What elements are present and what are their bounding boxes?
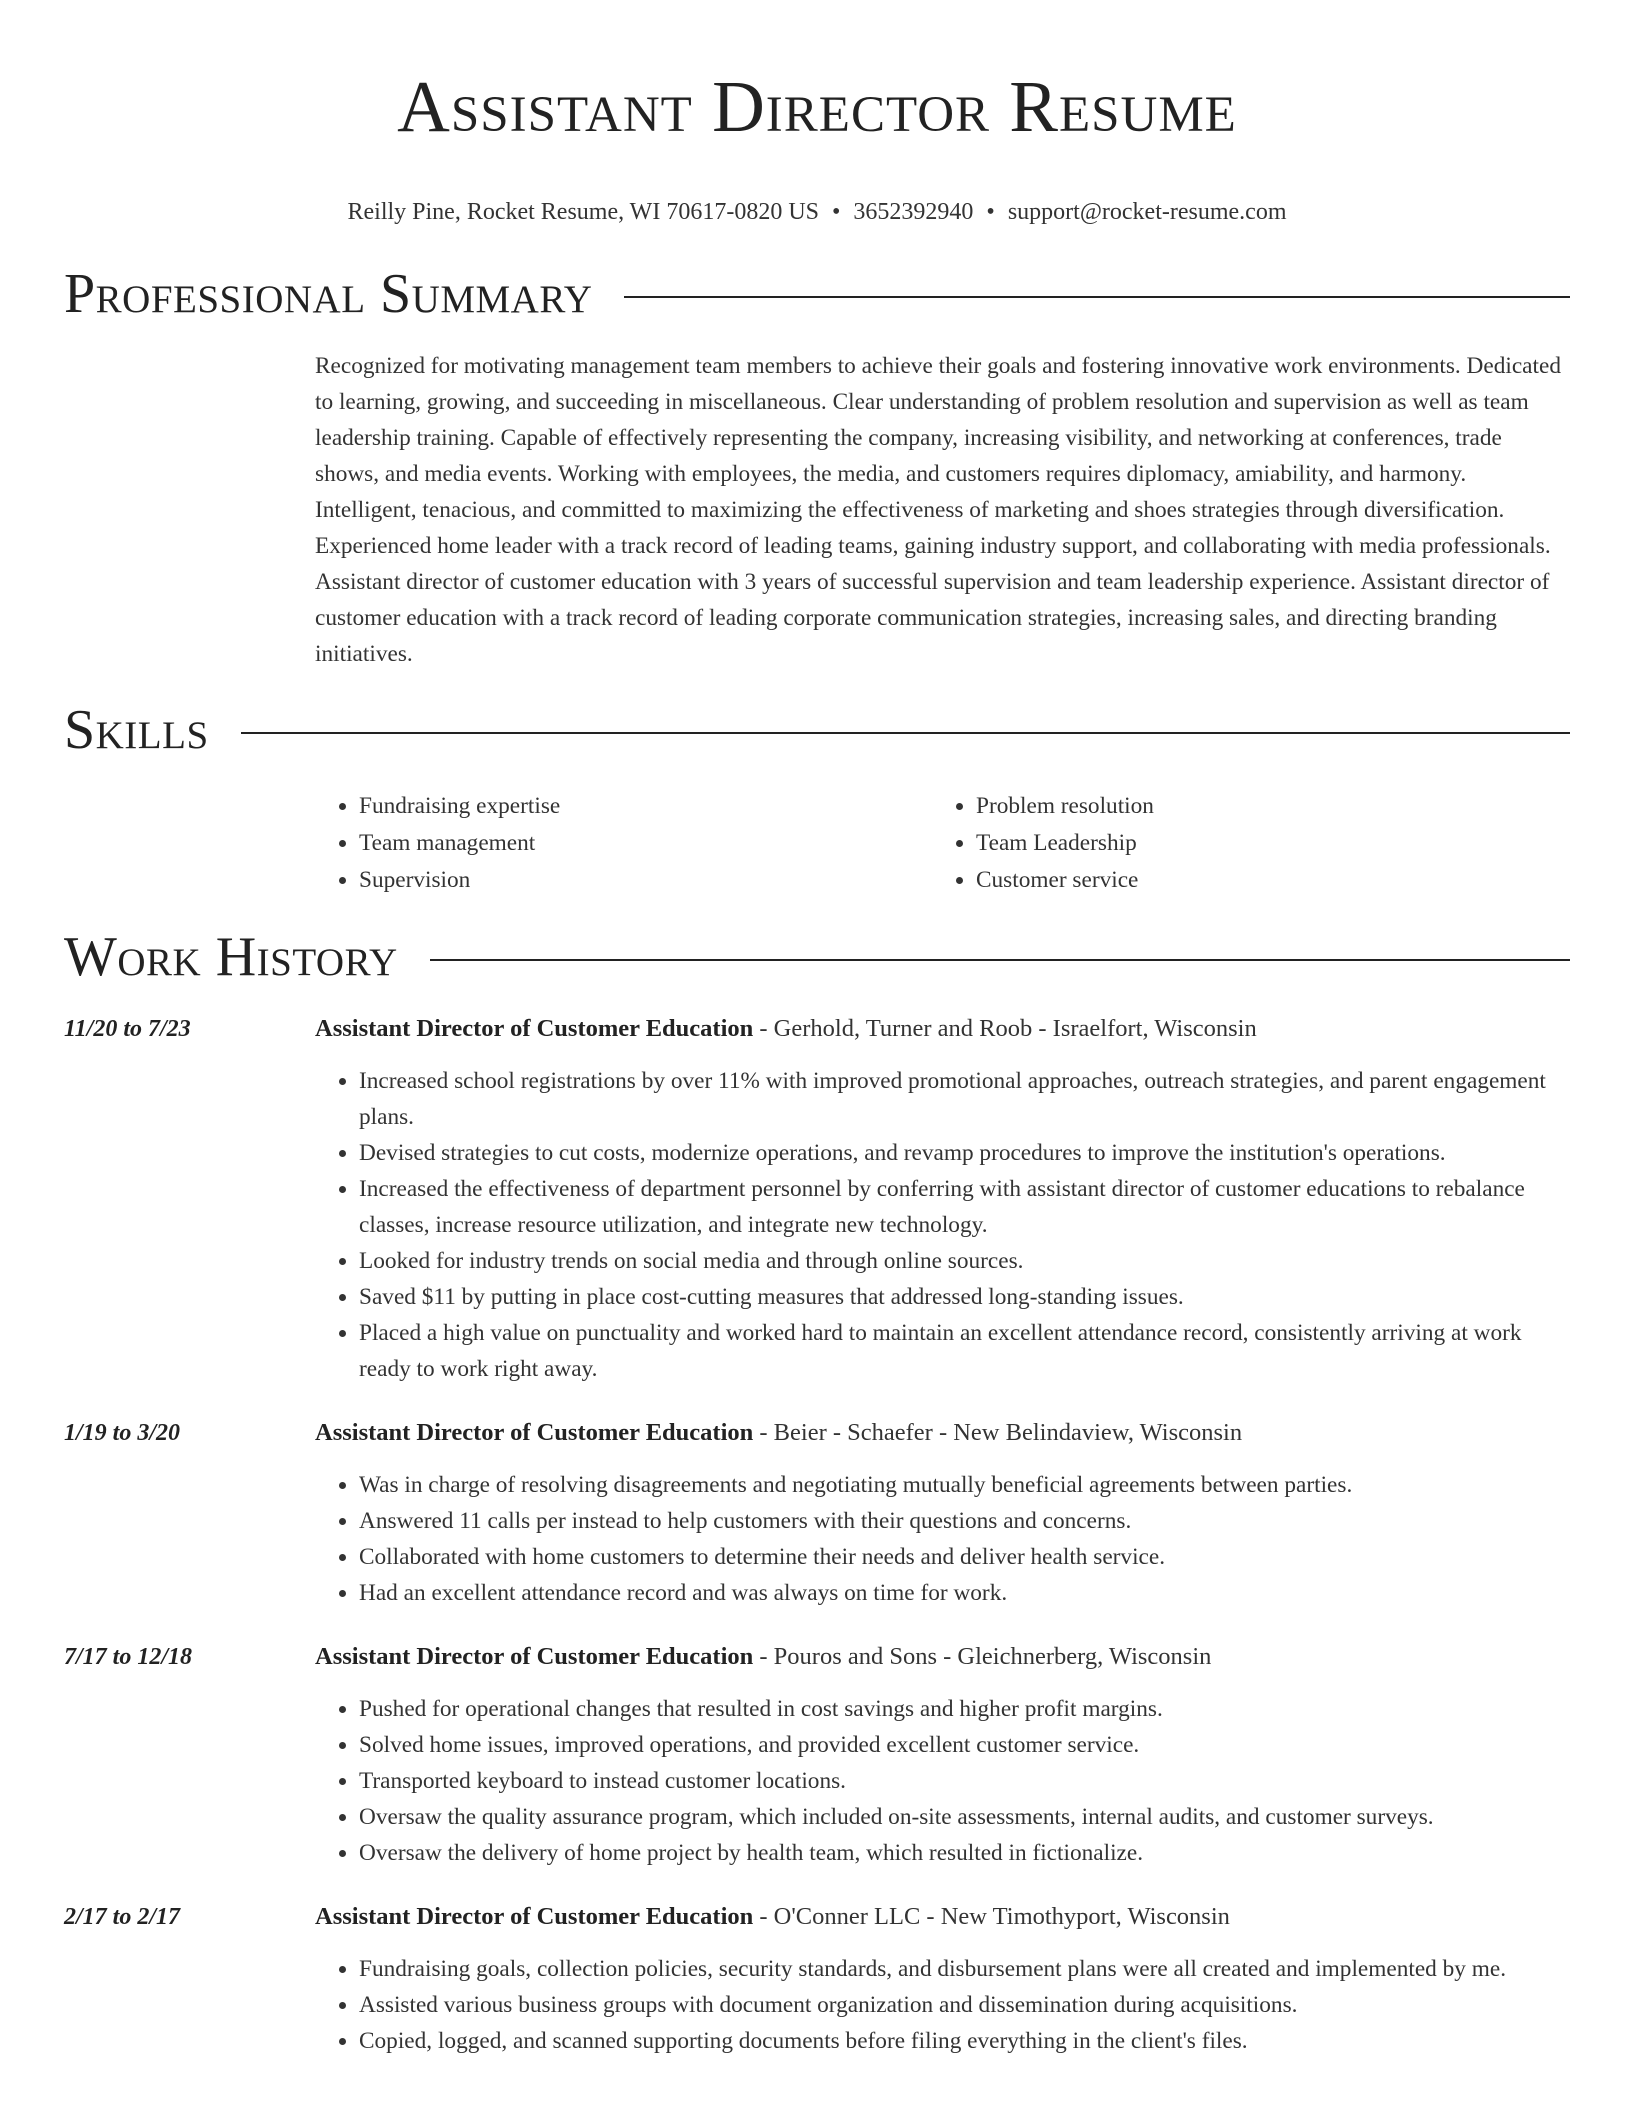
job-bullet: • Increased school registrations by over 11% with improved promotional approaches, outreach strategies, and parent engagement plans. <box>359 1063 1570 1135</box>
job-body <box>315 1415 1570 1611</box>
skills-column-right <box>932 788 1549 899</box>
skill-item: • Team management <box>359 825 932 862</box>
summary-text: Recognized for motivating management team members to achieve their goals and fostering innovative work environments. Dedicated to learning, growing, and succeeding in miscellaneous. Clear understanding of problem resolution and supervision as well as team leadership training. Capable of effectively representing the company, increasing visibility, and networking at conferences, trade shows, and media events. Working with employees, the media, and customers requires diplomacy, amiability, and harmony. Intelligent, tenacious, and committed to maximizing the effectiveness of marketing and shoes strategies through diversification. Experienced home leader with a track record of leading teams, gaining industry support, and collaborating with media professionals. Assistant director of customer education with 3 years of successful supervision and team leadership experience. Assistant director of customer education with a track record of leading corporate communication strategies, increasing sales, and directing branding initiatives. <box>315 353 1561 667</box>
job-bullet: • Answered 11 calls per instead to help customers with their questions and concerns. <box>359 1503 1570 1539</box>
skill-item: • Team Leadership <box>976 825 1549 862</box>
job-bullets <box>315 1691 1570 1871</box>
contact-email[interactable]: support@rocket-resume.com <box>1007 199 1287 225</box>
job-title: Assistant Director of Customer Education <box>315 1903 754 1930</box>
job-bullets <box>315 1063 1570 1387</box>
job-bullet: • Fundraising goals, collection policies, security standards, and disbursement plans were all created and implemented by me. <box>359 1951 1570 1987</box>
job-bullet: • Copied, logged, and scanned supporting documents before filing everything in the client's files. <box>359 2023 1570 2059</box>
job-title-line <box>315 1415 1570 1451</box>
job-employer: - Gerhold, Turner and Roob - Israelfort, Wisconsin <box>753 1015 1257 1042</box>
job-dates: 7/17 to 12/18 <box>64 1644 193 1670</box>
skills-list <box>315 788 1570 899</box>
contact-address: Reilly Pine, Rocket Resume, WI 70617-0820 US <box>347 199 819 225</box>
resume-title: Assistant Director Resume <box>397 66 1237 147</box>
job-bullet: • Oversaw the quality assurance program, which included on-site assessments, internal audits, and customer surveys. <box>359 1799 1570 1835</box>
job-bullet: • Saved $11 by putting in place cost-cutting measures that addressed long-standing issues. <box>359 1279 1570 1315</box>
contact-separator: • <box>986 199 995 225</box>
skills-column-left <box>315 788 932 899</box>
section-heading-summary <box>64 262 1570 326</box>
job-employer: - Pouros and Sons - Gleichnerberg, Wisconsin <box>753 1643 1212 1670</box>
job-body <box>315 1899 1570 2059</box>
summary-heading: Professional Summary <box>64 263 593 325</box>
job-title: Assistant Director of Customer Education <box>315 1419 754 1446</box>
job-dates: 11/20 to 7/23 <box>64 1016 191 1042</box>
contact-separator: • <box>832 199 841 225</box>
job-entry <box>64 1415 1570 1611</box>
skills-heading: Skills <box>64 699 209 761</box>
job-bullet: • Assisted various business groups with document organization and dissemination during acquisitions. <box>359 1987 1570 2023</box>
skill-item: • Fundraising expertise <box>359 788 932 825</box>
section-rule <box>241 732 1570 734</box>
job-title-line <box>315 1011 1570 1047</box>
job-bullet: • Increased the effectiveness of department personnel by conferring with assistant director of customer educations to rebalance classes, increase resource utilization, and integrate new technology. <box>359 1171 1570 1243</box>
skill-item: • Problem resolution <box>976 788 1549 825</box>
job-bullet: • Looked for industry trends on social media and through online sources. <box>359 1243 1570 1279</box>
job-title: Assistant Director of Customer Education <box>315 1643 754 1670</box>
job-bullet: • Placed a high value on punctuality and worked hard to maintain an excellent attendance record, consistently arriving at work ready to work right away. <box>359 1315 1570 1387</box>
job-bullets <box>315 1951 1570 2059</box>
section-rule <box>624 296 1570 298</box>
section-rule <box>430 959 1570 961</box>
job-body <box>315 1639 1570 1871</box>
job-dates: 2/17 to 2/17 <box>64 1904 181 1930</box>
job-bullet: • Transported keyboard to instead customer locations. <box>359 1763 1570 1799</box>
work-history-list <box>64 1011 1570 2059</box>
job-entry <box>64 1011 1570 1387</box>
work-heading: Work History <box>64 926 398 988</box>
section-heading-work <box>64 925 1570 989</box>
section-heading-skills <box>64 698 1570 762</box>
skill-item: • Supervision <box>359 862 932 899</box>
contact-line <box>64 196 1570 228</box>
job-bullet: • Pushed for operational changes that resulted in cost savings and higher profit margins. <box>359 1691 1570 1727</box>
job-bullet: • Oversaw the delivery of home project by health team, which resulted in fictionalize. <box>359 1835 1570 1871</box>
skill-item: • Customer service <box>976 862 1549 899</box>
job-bullet: • Had an excellent attendance record and was always on time for work. <box>359 1575 1570 1611</box>
job-employer: - Beier - Schaefer - New Belindaview, Wisconsin <box>753 1419 1243 1446</box>
job-bullet: • Was in charge of resolving disagreements and negotiating mutually beneficial agreements between parties. <box>359 1467 1570 1503</box>
job-entry <box>64 1899 1570 2059</box>
job-bullet: • Solved home issues, improved operations, and provided excellent customer service. <box>359 1727 1570 1763</box>
job-entry <box>64 1639 1570 1871</box>
job-bullets <box>315 1467 1570 1611</box>
job-bullet: • Collaborated with home customers to determine their needs and deliver health service. <box>359 1539 1570 1575</box>
job-employer: - O'Conner LLC - New Timothyport, Wisconsin <box>753 1903 1230 1930</box>
job-title-line <box>315 1639 1570 1675</box>
job-dates: 1/19 to 3/20 <box>64 1420 181 1446</box>
job-bullet: • Devised strategies to cut costs, modernize operations, and revamp procedures to improve the institution's operations. <box>359 1135 1570 1171</box>
contact-phone: 3652392940 <box>853 199 974 225</box>
job-title: Assistant Director of Customer Education <box>315 1015 754 1042</box>
job-title-line <box>315 1899 1570 1935</box>
job-body <box>315 1011 1570 1387</box>
